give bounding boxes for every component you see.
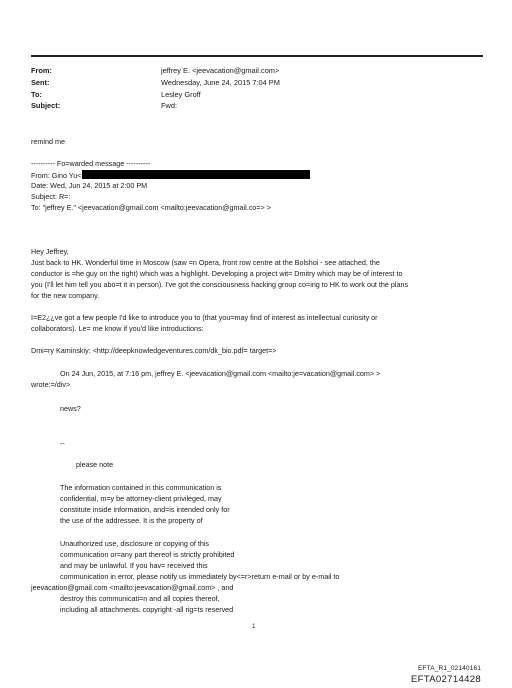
paragraph-1-line-3: you (I'll let him tell you abo=t it in person). I've got the consciousness hacking group co=ing to HK to work out the plans — [31, 280, 409, 289]
notice-1-line-3: constitute inside information, and=is intended only for — [60, 505, 230, 514]
quote-line-1: On 24 Jun, 2015, at 7:16 pm, jeffrey E. <jeevacation@gmail.com <mailto:je=vacation@gmail.com> > — [60, 369, 381, 378]
remind-line: remind me — [31, 137, 65, 146]
forward-marker: ---------- Fo=warded message ---------- — [31, 159, 151, 168]
subject-value: Fwd: — [161, 101, 178, 110]
notice-1-line-2: confidential, m=y be attorney-client privileged, may — [60, 494, 222, 503]
footer-code-large: EFTA02714428 — [410, 674, 481, 685]
notice-1-line-1: The information contained in this communication is — [60, 483, 222, 492]
notice-3-line-1: destroy this communicati=n and all copies thereof, — [60, 594, 220, 603]
notice-3-line-2: including all attachments. copyright -all rig=ts reserved — [60, 605, 234, 614]
footer-code-small: EFTA_R1_02140161 — [417, 665, 481, 672]
paragraph-1-line-1: Just back to HK. Wonderful time in Moscow (saw =n Opera, front row centre at the Bolshoi - see attached, the — [31, 258, 380, 267]
to-value: Lesley Groff — [161, 90, 201, 99]
notice-2-line-4: communication in error, please notify us immediately by<=r>return e-mail or by e-mail to — [60, 572, 340, 581]
sent-label: Sent: — [31, 78, 50, 87]
greeting: Hey Jeffrey, — [31, 247, 69, 256]
paragraph-2-line-1: I=E2¿¿ve got a few people I'd like to introduce you to (that you=may find of interest as intellectual curiosity or — [31, 313, 378, 322]
forward-subject: Subject: R=: — [31, 192, 71, 201]
notice-1-line-4: the use of the addressee. It is the property of — [60, 516, 203, 525]
paragraph-1-line-4: for the new company. — [31, 291, 100, 300]
news-line: news? — [60, 404, 81, 413]
notice-2-line-1: Unauthorized use, disclosure or copying of this — [60, 539, 210, 548]
notice-2-outdent: jeevacation@gmail.com <mailto:jeevacation@gmail.com> , and — [31, 583, 234, 592]
notice-2-line-3: and may be unlawful. If you hav= received this — [60, 561, 208, 570]
forward-date: Date: Wed, Jun 24, 2015 at 2:00 PM — [31, 181, 148, 190]
quote-line-2: wrote:=/div> — [31, 380, 71, 389]
subject-label: Subject: — [31, 101, 61, 110]
forward-to: To: "jeffrey E." <jeevacation@gmail.com <mailto:jeevacation@gmail.co=> > — [31, 203, 271, 212]
from-value: jeffrey E. <jeevacation@gmail.com> — [161, 66, 280, 75]
to-label: To: — [31, 90, 42, 99]
forward-from-text: From: Gino Yu< — [31, 171, 82, 180]
dmitry-link-line: Dmi=ry Kaminskiy: <http://deepknowledgeventures.com/dk_bio.pdf= target=> — [31, 346, 277, 355]
header-rule — [31, 55, 483, 57]
paragraph-1-line-2: conductor is =he guy on the right) which was a highlight. Developing a project wit= Dmitry which may be of interest to — [31, 269, 403, 278]
page-number: 1 — [252, 624, 256, 630]
sent-value: Wednesday, June 24, 2015 7:04 PM — [161, 78, 280, 87]
signature-dashes: -- — [60, 439, 65, 448]
notice-2-line-2: communication or=any part thereof is strictly prohibited — [60, 550, 235, 559]
redaction-bar — [82, 170, 310, 179]
forward-from — [31, 170, 310, 181]
paragraph-2-line-2: collaborators). Le= me know if you'd like introductions: — [31, 324, 204, 333]
please-note: please note — [76, 460, 114, 469]
from-label: From: — [31, 66, 52, 75]
